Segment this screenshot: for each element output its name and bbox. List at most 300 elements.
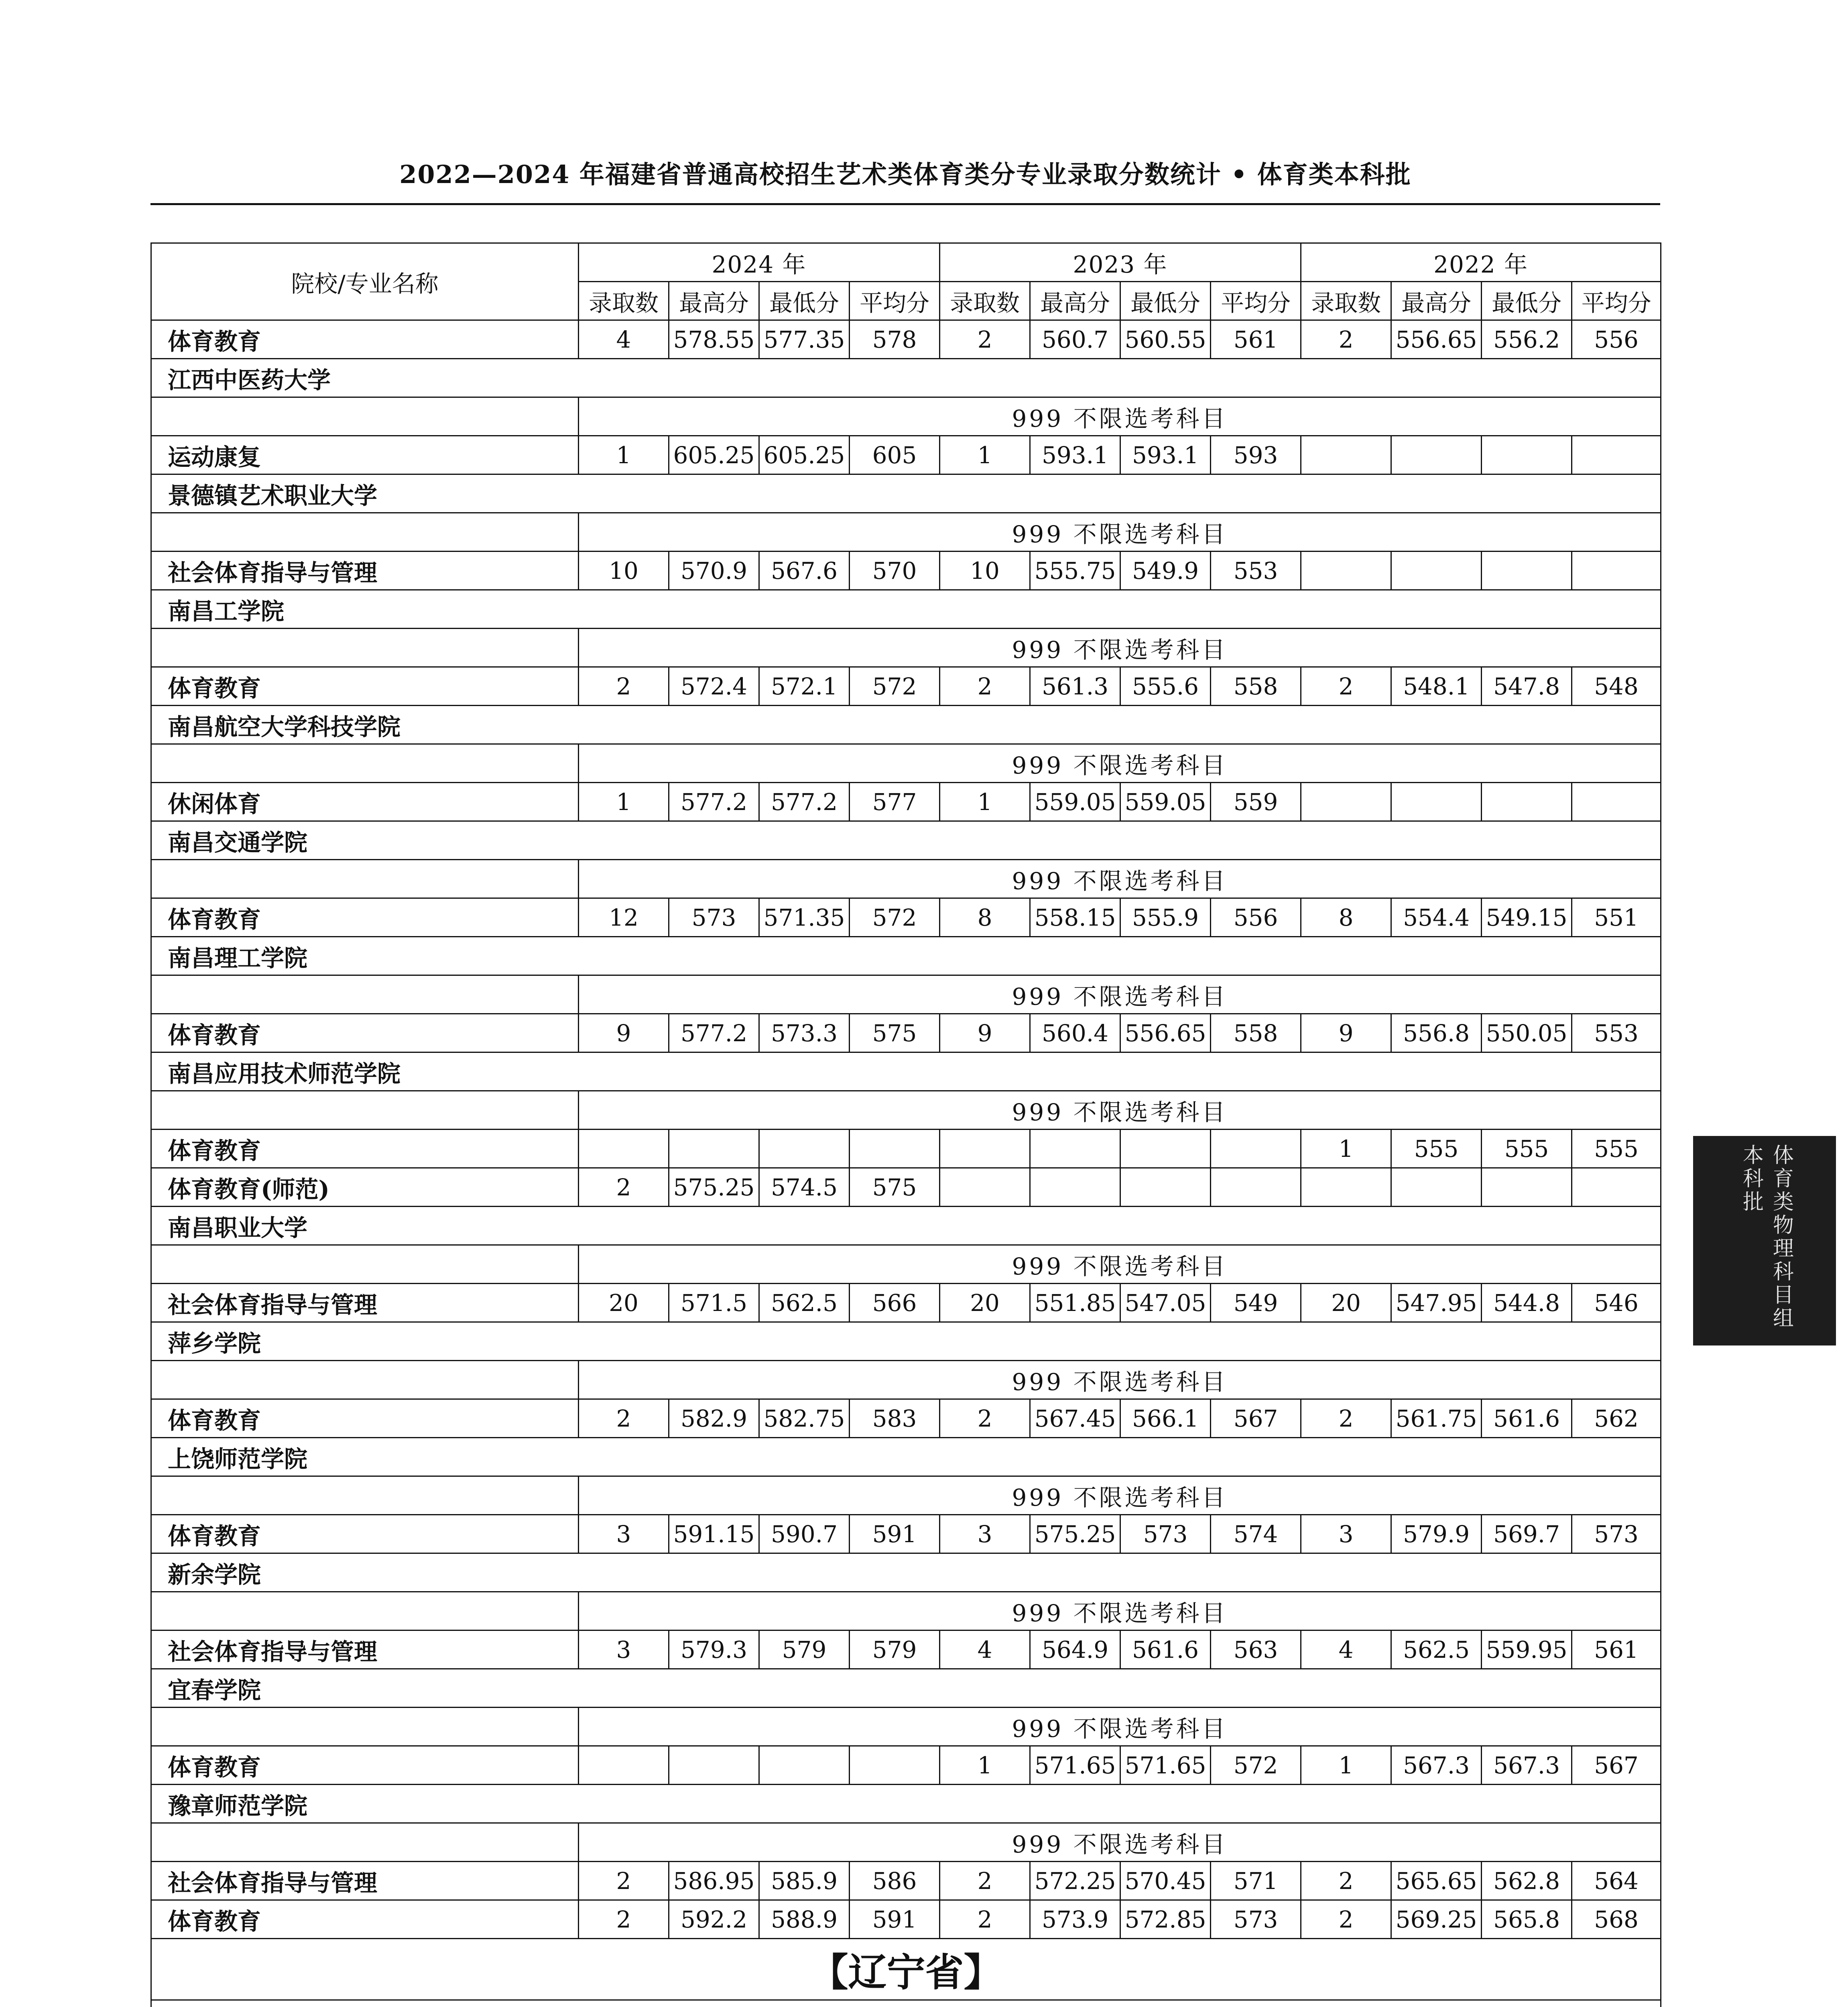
score-cell: 585.9 [759,1862,850,1900]
score-cell: 562 [1572,1399,1661,1438]
blank-cell [151,629,579,667]
score-cell [669,1130,759,1168]
score-cell: 4 [1301,1630,1391,1669]
school-name: 南昌职业大学 [151,1207,1661,1245]
score-cell: 556 [1211,898,1301,937]
subcol-header: 录取数 [940,282,1030,320]
score-cell [1030,1168,1120,1207]
major-name: 体育教育 [151,1900,579,1939]
score-cell: 9 [940,1014,1030,1052]
blank-cell [151,860,579,898]
blank-cell [151,744,579,783]
subject-requirement-row [151,513,1661,552]
blank-cell [151,1091,579,1130]
score-cell: 572.1 [759,667,850,706]
score-cell: 559.05 [1120,783,1211,821]
subcol-header: 最低分 [759,282,850,320]
score-cell: 548 [1572,667,1661,706]
year-2024-header: 2024 年 [579,243,940,282]
score-cell: 561 [1572,1630,1661,1669]
score-cell: 565.8 [1482,1900,1572,1939]
score-cell: 556.2 [1482,320,1572,359]
subcol-header: 最低分 [1120,282,1211,320]
school-row [151,1553,1661,1592]
score-cell: 586.95 [669,1862,759,1900]
score-cell: 575.25 [1030,1515,1120,1553]
subject-requirement: 999 不限选考科目 [579,1592,1661,1630]
score-cell: 1 [940,1746,1030,1785]
score-cell: 570.9 [669,552,759,590]
score-cell: 573 [1572,1515,1661,1553]
table-row [151,1746,1661,1785]
major-name: 社会体育指导与管理 [151,1284,579,1322]
score-cell [1482,436,1572,474]
score-cell: 561.6 [1120,1630,1211,1669]
score-cell: 575.25 [669,1168,759,1207]
score-cell [1391,1168,1482,1207]
score-cell: 553 [1572,1014,1661,1052]
blank-cell [151,1823,579,1862]
score-cell [1301,552,1391,590]
blank-cell [151,1708,579,1746]
subcol-header: 录取数 [579,282,669,320]
score-cell: 577.2 [669,783,759,821]
side-tab-batch: 本科批 [1742,1144,1764,1214]
school-name: 新余学院 [151,1553,1661,1592]
blank-cell [151,513,579,552]
school-row [151,1207,1661,1245]
score-cell [1482,783,1572,821]
year-header-row [151,243,1661,282]
score-cell: 577 [850,783,940,821]
school-row [151,821,1661,860]
subject-requirement: 999 不限选考科目 [579,860,1661,898]
school-row [151,706,1661,744]
score-cell: 593.1 [1120,436,1211,474]
score-cell [1572,1168,1661,1207]
score-cell: 591 [850,1900,940,1939]
school-name: 豫章师范学院 [151,1785,1661,1823]
score-cell: 3 [579,1515,669,1553]
score-cell [940,1130,1030,1168]
school-row [151,1438,1661,1476]
score-cell: 572.25 [1030,1862,1120,1900]
province-row [151,1939,1661,2000]
school-name [151,2000,1661,2007]
table-row [151,1284,1661,1322]
score-cell: 573.9 [1030,1900,1120,1939]
score-cell: 2 [579,1399,669,1438]
score-cell: 2 [940,320,1030,359]
score-cell [1572,552,1661,590]
score-cell: 588.9 [759,1900,850,1939]
table-row [151,320,1661,359]
subject-requirement-row [151,629,1661,667]
table-row [151,1862,1661,1900]
subject-requirement-row [151,1245,1661,1284]
table-row [151,1515,1661,1553]
subcol-header: 平均分 [1572,282,1661,320]
score-cell: 567.6 [759,552,850,590]
subcol-header: 平均分 [850,282,940,320]
score-cell: 1 [1301,1746,1391,1785]
score-cell: 555 [1572,1130,1661,1168]
score-cell: 2 [940,667,1030,706]
score-cell: 4 [940,1630,1030,1669]
major-name: 体育教育 [151,898,579,937]
score-cell: 566.1 [1120,1399,1211,1438]
province-heading: 【辽宁省】 [151,1939,1661,2000]
score-cell: 1 [940,783,1030,821]
score-cell: 2 [1301,1399,1391,1438]
score-cell: 582.9 [669,1399,759,1438]
score-cell [579,1746,669,1785]
score-table-container [150,242,1660,2007]
major-name: 社会体育指导与管理 [151,1630,579,1669]
subject-requirement: 999 不限选考科目 [579,397,1661,436]
table-row [151,783,1661,821]
subcol-header: 最高分 [669,282,759,320]
score-cell [1211,1130,1301,1168]
subject-requirement: 999 不限选考科目 [579,744,1661,783]
major-name: 体育教育 [151,1130,579,1168]
table-row [151,552,1661,590]
score-cell: 547.05 [1120,1284,1211,1322]
score-cell: 2 [579,667,669,706]
score-cell: 3 [940,1515,1030,1553]
score-cell: 560.4 [1030,1014,1120,1052]
score-cell: 556.65 [1120,1014,1211,1052]
score-cell: 2 [940,1862,1030,1900]
score-cell: 573 [669,898,759,937]
subject-requirement-row [151,1361,1661,1399]
blank-cell [151,1476,579,1515]
score-cell: 555.6 [1120,667,1211,706]
table-row [151,898,1661,937]
subcol-header: 最高分 [1030,282,1120,320]
subcol-header: 最低分 [1482,282,1572,320]
score-cell: 3 [579,1630,669,1669]
score-cell: 586 [850,1862,940,1900]
score-cell: 559 [1211,783,1301,821]
score-cell: 549.9 [1120,552,1211,590]
score-cell [1572,436,1661,474]
score-cell [1391,436,1482,474]
score-cell: 2 [1301,1900,1391,1939]
score-cell: 593.1 [1030,436,1120,474]
table-row [151,1900,1661,1939]
subject-requirement-row [151,397,1661,436]
subject-requirement-row [151,1708,1661,1746]
school-row [151,474,1661,513]
major-name: 社会体育指导与管理 [151,552,579,590]
score-cell: 555 [1391,1130,1482,1168]
score-cell: 564.9 [1030,1630,1120,1669]
score-cell: 593 [1211,436,1301,474]
score-cell: 570.45 [1120,1862,1211,1900]
major-name: 体育教育 [151,1014,579,1052]
score-cell: 8 [1301,898,1391,937]
score-cell: 591.15 [669,1515,759,1553]
subcol-header: 录取数 [1301,282,1391,320]
school-row [151,1322,1661,1361]
score-cell: 571 [1211,1862,1301,1900]
score-cell: 547.8 [1482,667,1572,706]
score-cell: 1 [579,783,669,821]
score-cell: 569.25 [1391,1900,1482,1939]
subcol-header: 平均分 [1211,282,1301,320]
subject-requirement-row [151,1476,1661,1515]
score-cell: 567.45 [1030,1399,1120,1438]
score-cell: 1 [940,436,1030,474]
score-cell: 571.5 [669,1284,759,1322]
subject-requirement-row [151,1592,1661,1630]
score-cell: 561.3 [1030,667,1120,706]
score-cell: 560.7 [1030,320,1120,359]
score-cell: 573.3 [759,1014,850,1052]
score-cell [669,1746,759,1785]
score-cell [940,1168,1030,1207]
major-name: 运动康复 [151,436,579,474]
score-cell: 561 [1211,320,1301,359]
blank-cell [151,975,579,1014]
score-cell [1301,436,1391,474]
school-row [151,1785,1661,1823]
score-cell: 554.4 [1391,898,1482,937]
score-cell: 10 [940,552,1030,590]
score-cell: 567 [1572,1746,1661,1785]
school-name: 南昌工学院 [151,590,1661,629]
score-cell [1030,1130,1120,1168]
major-name: 社会体育指导与管理 [151,1862,579,1900]
score-cell: 1 [579,436,669,474]
score-cell: 579 [759,1630,850,1669]
score-cell: 591 [850,1515,940,1553]
school-name: 江西中医药大学 [151,359,1661,397]
score-cell: 546 [1572,1284,1661,1322]
score-cell: 605 [850,436,940,474]
score-cell: 572.4 [669,667,759,706]
score-cell: 549.15 [1482,898,1572,937]
school-row [151,359,1661,397]
score-cell: 578.55 [669,320,759,359]
score-cell: 572 [850,898,940,937]
score-cell [1211,1168,1301,1207]
blank-cell [151,1361,579,1399]
side-tab-subject-group: 体育类物理科目组 [1773,1144,1794,1331]
score-cell: 544.8 [1482,1284,1572,1322]
score-cell: 555.75 [1030,552,1120,590]
subject-requirement-row [151,975,1661,1014]
score-cell: 555.9 [1120,898,1211,937]
score-cell: 2 [1301,667,1391,706]
subcol-header: 最高分 [1391,282,1482,320]
score-cell: 550.05 [1482,1014,1572,1052]
score-cell: 560.55 [1120,320,1211,359]
school-row [151,590,1661,629]
subject-requirement-row [151,860,1661,898]
score-cell [1301,1168,1391,1207]
score-cell: 2 [940,1900,1030,1939]
score-cell: 563 [1211,1630,1301,1669]
school-name: 南昌理工学院 [151,937,1661,975]
score-cell: 577.2 [759,783,850,821]
year-2023-header: 2023 年 [940,243,1301,282]
major-name: 体育教育 [151,1515,579,1553]
score-cell: 558 [1211,1014,1301,1052]
major-name: 体育教育(师范) [151,1168,579,1207]
table-body [151,320,1661,2007]
score-cell: 564 [1572,1862,1661,1900]
score-cell: 558.15 [1030,898,1120,937]
score-cell: 570 [850,552,940,590]
score-cell: 2 [940,1399,1030,1438]
subject-requirement: 999 不限选考科目 [579,1823,1661,1862]
score-cell [850,1130,940,1168]
subject-requirement-row [151,1091,1661,1130]
score-cell: 9 [1301,1014,1391,1052]
score-cell: 577.35 [759,320,850,359]
score-cell: 2 [579,1862,669,1900]
table-row [151,1168,1661,1207]
subject-requirement-row [151,1823,1661,1862]
subject-requirement: 999 不限选考科目 [579,1708,1661,1746]
score-cell: 10 [579,552,669,590]
score-cell [1120,1168,1211,1207]
score-cell: 574.5 [759,1168,850,1207]
score-cell: 553 [1211,552,1301,590]
score-cell: 561.75 [1391,1399,1482,1438]
score-cell: 574 [1211,1515,1301,1553]
major-name: 体育教育 [151,667,579,706]
score-cell: 567 [1211,1399,1301,1438]
school-row [151,1669,1661,1708]
score-cell: 572 [1211,1746,1301,1785]
score-cell: 562.5 [1391,1630,1482,1669]
score-cell: 20 [940,1284,1030,1322]
score-cell: 556.65 [1391,320,1482,359]
score-cell: 558 [1211,667,1301,706]
school-name: 宜春学院 [151,1669,1661,1708]
score-cell: 1 [1301,1130,1391,1168]
major-name: 休闲体育 [151,783,579,821]
name-column-header: 院校/专业名称 [151,243,579,320]
subject-requirement: 999 不限选考科目 [579,1476,1661,1515]
score-cell: 578 [850,320,940,359]
score-cell: 571.35 [759,898,850,937]
score-cell: 565.65 [1391,1862,1482,1900]
score-cell: 2 [1301,1862,1391,1900]
score-cell [579,1130,669,1168]
score-cell: 571.65 [1030,1746,1120,1785]
school-row [151,937,1661,975]
school-name: 南昌应用技术师范学院 [151,1052,1661,1091]
score-cell: 569.7 [1482,1515,1572,1553]
page-header: 2022—2024 年福建省普通高校招生艺术类体育类分专业录取分数统计 • 体育类本科批 [399,160,1411,189]
score-cell: 549 [1211,1284,1301,1322]
score-cell: 579.3 [669,1630,759,1669]
score-cell: 556 [1572,320,1661,359]
blank-cell [151,1592,579,1630]
score-cell: 9 [579,1014,669,1052]
score-cell [759,1130,850,1168]
score-cell: 561.6 [1482,1399,1572,1438]
year-2022-header: 2022 年 [1301,243,1661,282]
score-cell: 20 [1301,1284,1391,1322]
subject-requirement: 999 不限选考科目 [579,975,1661,1014]
score-cell [1482,1168,1572,1207]
school-name: 南昌交通学院 [151,821,1661,860]
score-cell: 590.7 [759,1515,850,1553]
score-cell [1572,783,1661,821]
score-cell [759,1746,850,1785]
score-cell: 2 [579,1168,669,1207]
score-cell: 12 [579,898,669,937]
score-cell: 568 [1572,1900,1661,1939]
score-cell: 551.85 [1030,1284,1120,1322]
score-cell: 4 [579,320,669,359]
table-row [151,667,1661,706]
school-name: 景德镇艺术职业大学 [151,474,1661,513]
major-name: 体育教育 [151,1746,579,1785]
school-row [151,1052,1661,1091]
score-cell: 605.25 [669,436,759,474]
table-row [151,1130,1661,1168]
score-cell: 575 [850,1168,940,1207]
side-tab [1693,1136,1836,1345]
score-cell: 556.8 [1391,1014,1482,1052]
score-cell: 577.2 [669,1014,759,1052]
score-cell: 562.5 [759,1284,850,1322]
score-cell: 3 [1301,1515,1391,1553]
school-name: 南昌航空大学科技学院 [151,706,1661,744]
score-table [150,242,1661,2007]
blank-cell [151,397,579,436]
score-cell: 579.9 [1391,1515,1482,1553]
score-cell: 566 [850,1284,940,1322]
score-cell: 559.05 [1030,783,1120,821]
score-cell [850,1746,940,1785]
score-cell: 547.95 [1391,1284,1482,1322]
score-cell [1482,552,1572,590]
subject-requirement: 999 不限选考科目 [579,1361,1661,1399]
subject-requirement: 999 不限选考科目 [579,1245,1661,1284]
school-row [151,2000,1661,2007]
score-cell [1391,783,1482,821]
score-cell: 2 [1301,320,1391,359]
subject-requirement: 999 不限选考科目 [579,629,1661,667]
score-cell [1120,1130,1211,1168]
score-cell: 548.1 [1391,667,1482,706]
subject-requirement-row [151,744,1661,783]
score-cell: 572.85 [1120,1900,1211,1939]
score-cell: 572 [850,667,940,706]
table-row [151,1630,1661,1669]
blank-cell [151,1245,579,1284]
table-row [151,436,1661,474]
score-cell: 605.25 [759,436,850,474]
score-cell: 592.2 [669,1900,759,1939]
score-cell: 575 [850,1014,940,1052]
score-cell: 562.8 [1482,1862,1572,1900]
score-cell: 579 [850,1630,940,1669]
score-cell [1391,552,1482,590]
score-cell: 567.3 [1482,1746,1572,1785]
score-cell: 583 [850,1399,940,1438]
score-cell: 582.75 [759,1399,850,1438]
subject-requirement: 999 不限选考科目 [579,513,1661,552]
header-rule [150,203,1660,205]
